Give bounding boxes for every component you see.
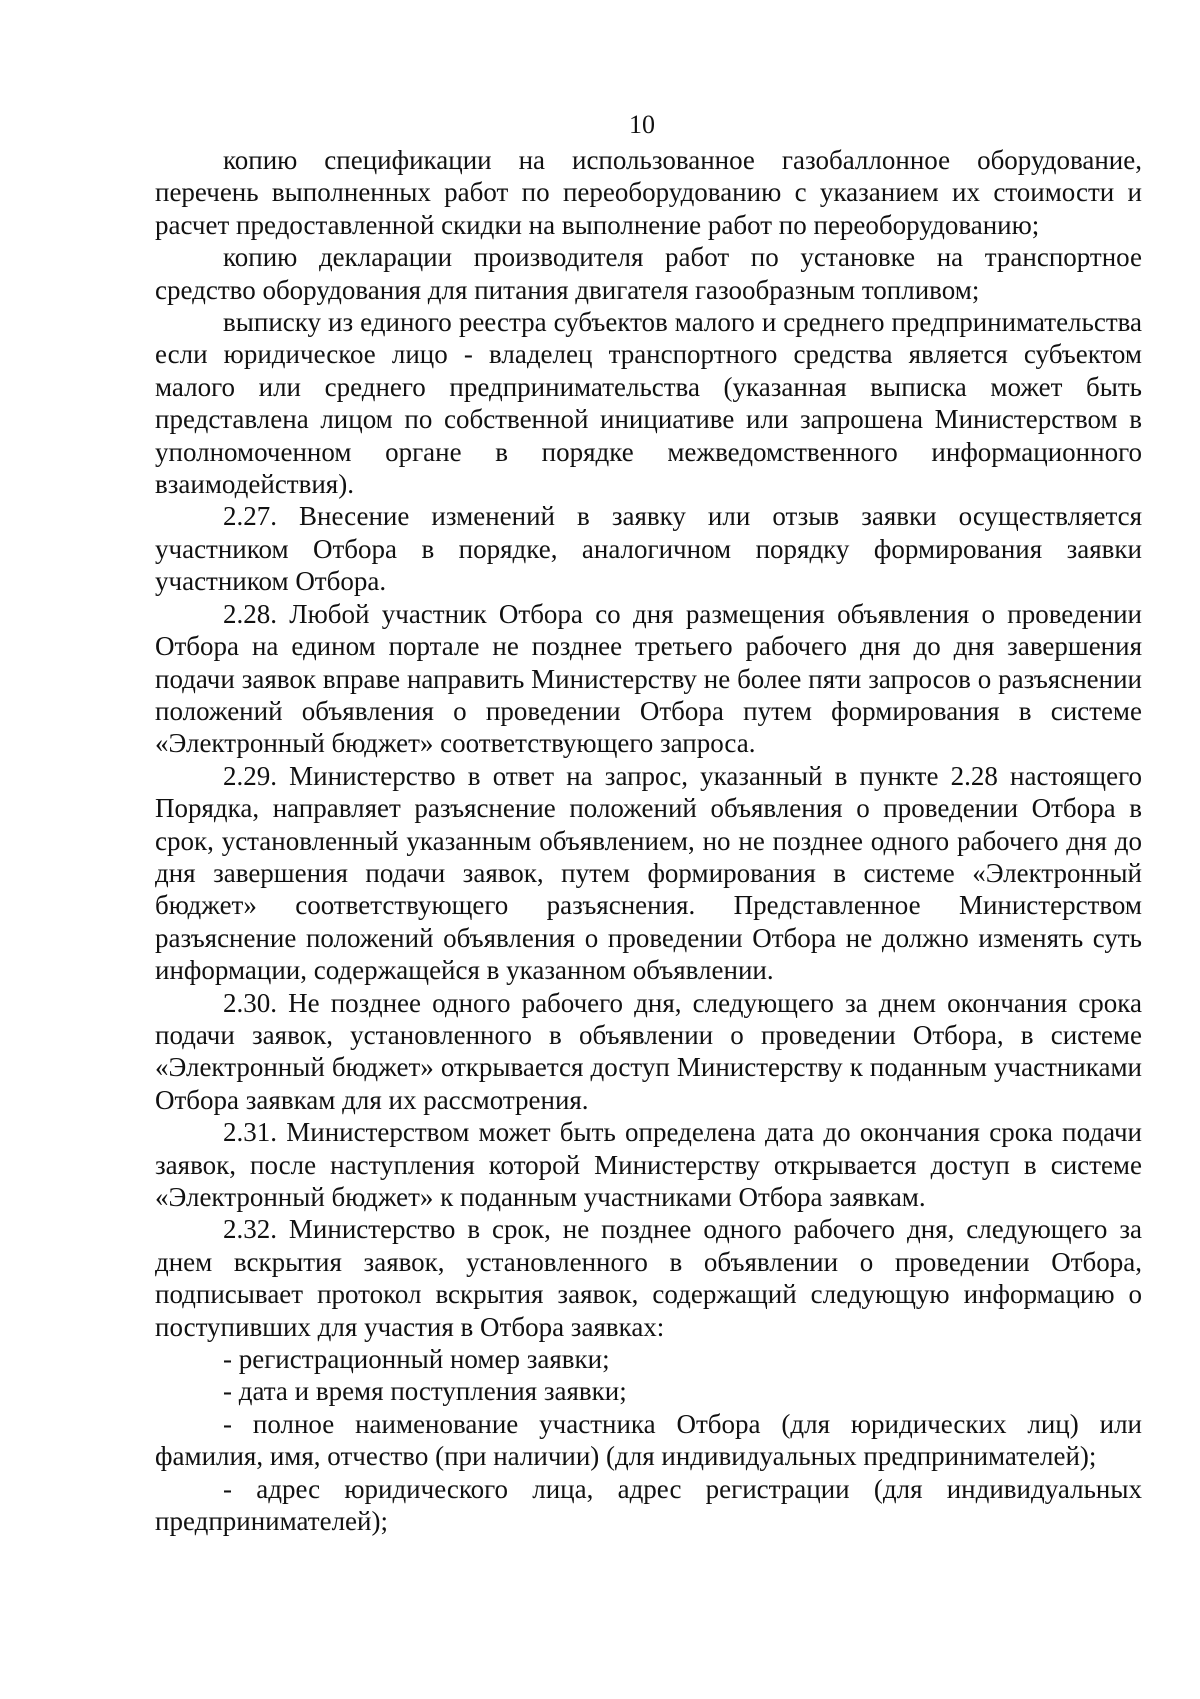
paragraph-2-30: 2.30. Не позднее одного рабочего дня, следующего за днем окончания срока подачи заявок, установленного в объявлении о проведении Отбора, в системе «Электронный бюджет» открывается доступ Министерству к поданным участниками Отбора заявкам для их рассмотрения. (155, 987, 1142, 1115)
paragraph-declaration-copy: копию декларации производителя работ по установке на транспортное средство оборудования для питания двигателя газообразным топливом; (155, 242, 1142, 305)
list-item-full-name: - полное наименование участника Отбора (для юридических лиц) или фамилия, имя, отчество (при наличии) (для индивидуальных предпринимателей); (155, 1408, 1142, 1472)
list-item-date-time: - дата и время поступления заявки; (223, 1376, 627, 1407)
page-number: 10 (629, 110, 655, 139)
paragraph-registry-extract: выписку из единого реестра субъектов малого и среднего предпринимательства если юридическое лицо - владелец транспортного средства является субъектом малого или среднего предпринимательства (указанная выписка может быть представлена лицом по собственной инициативе или запрошена Министерством в уполномоченном органе в порядке межведомственного информационного взаимодействия). (155, 307, 1142, 500)
document-body (155, 144, 1142, 1537)
paragraph-2-28: 2.28. Любой участник Отбора со дня размещения объявления о проведении Отбора на едином портале не позднее третьего рабочего дня до дня завершения подачи заявок вправе направить Министерству не более пяти запросов о разъяснении положений объявления о проведении Отбора путем формирования в системе «Электронный бюджет» соответствующего запроса. (155, 598, 1142, 759)
paragraph-2-29: 2.29. Министерство в ответ на запрос, указанный в пункте 2.28 настоящего Порядка, направляет разъяснение положений объявления о проведении Отбора в срок, установленный указанным объявлением, но не позднее одного рабочего дня до дня завершения подачи заявок, путем формирования в системе «Электронный бюджет» соответствующего разъяснения. Представленное Министерством разъяснение положений объявления о проведении Отбора не должно изменять суть информации, содержащейся в указанном объявлении. (155, 760, 1142, 986)
paragraph-2-31: 2.31. Министерством может быть определена дата до окончания срока подачи заявок, после наступления которой Министерству открывается доступ в системе «Электронный бюджет» к поданным участниками Отбора заявкам. (155, 1117, 1142, 1212)
paragraph-2-27: 2.27. Внесение изменений в заявку или отзыв заявки осуществляется участником Отбора в порядке, аналогичном порядку формирования заявки участником Отбора. (155, 501, 1142, 597)
paragraph-spec-copy: копию спецификации на использованное газобаллонное оборудование, перечень выполненных работ по переоборудованию с указанием их стоимости и расчет предоставленной скидки на выполнение работ по переоборудованию; (155, 145, 1142, 240)
list-item-address: - адрес юридического лица, адрес регистрации (для индивидуальных предпринимателей); (155, 1473, 1142, 1537)
paragraph-2-32: 2.32. Министерство в срок, не позднее одного рабочего дня, следующего за днем вскрытия заявок, установленного в объявлении о проведении Отбора, подписывает протокол вскрытия заявок, содержащий следующую информацию о поступивших для участия в Отбора заявках: (155, 1214, 1142, 1342)
list-item-registration-number: - регистрационный номер заявки; (223, 1344, 610, 1375)
